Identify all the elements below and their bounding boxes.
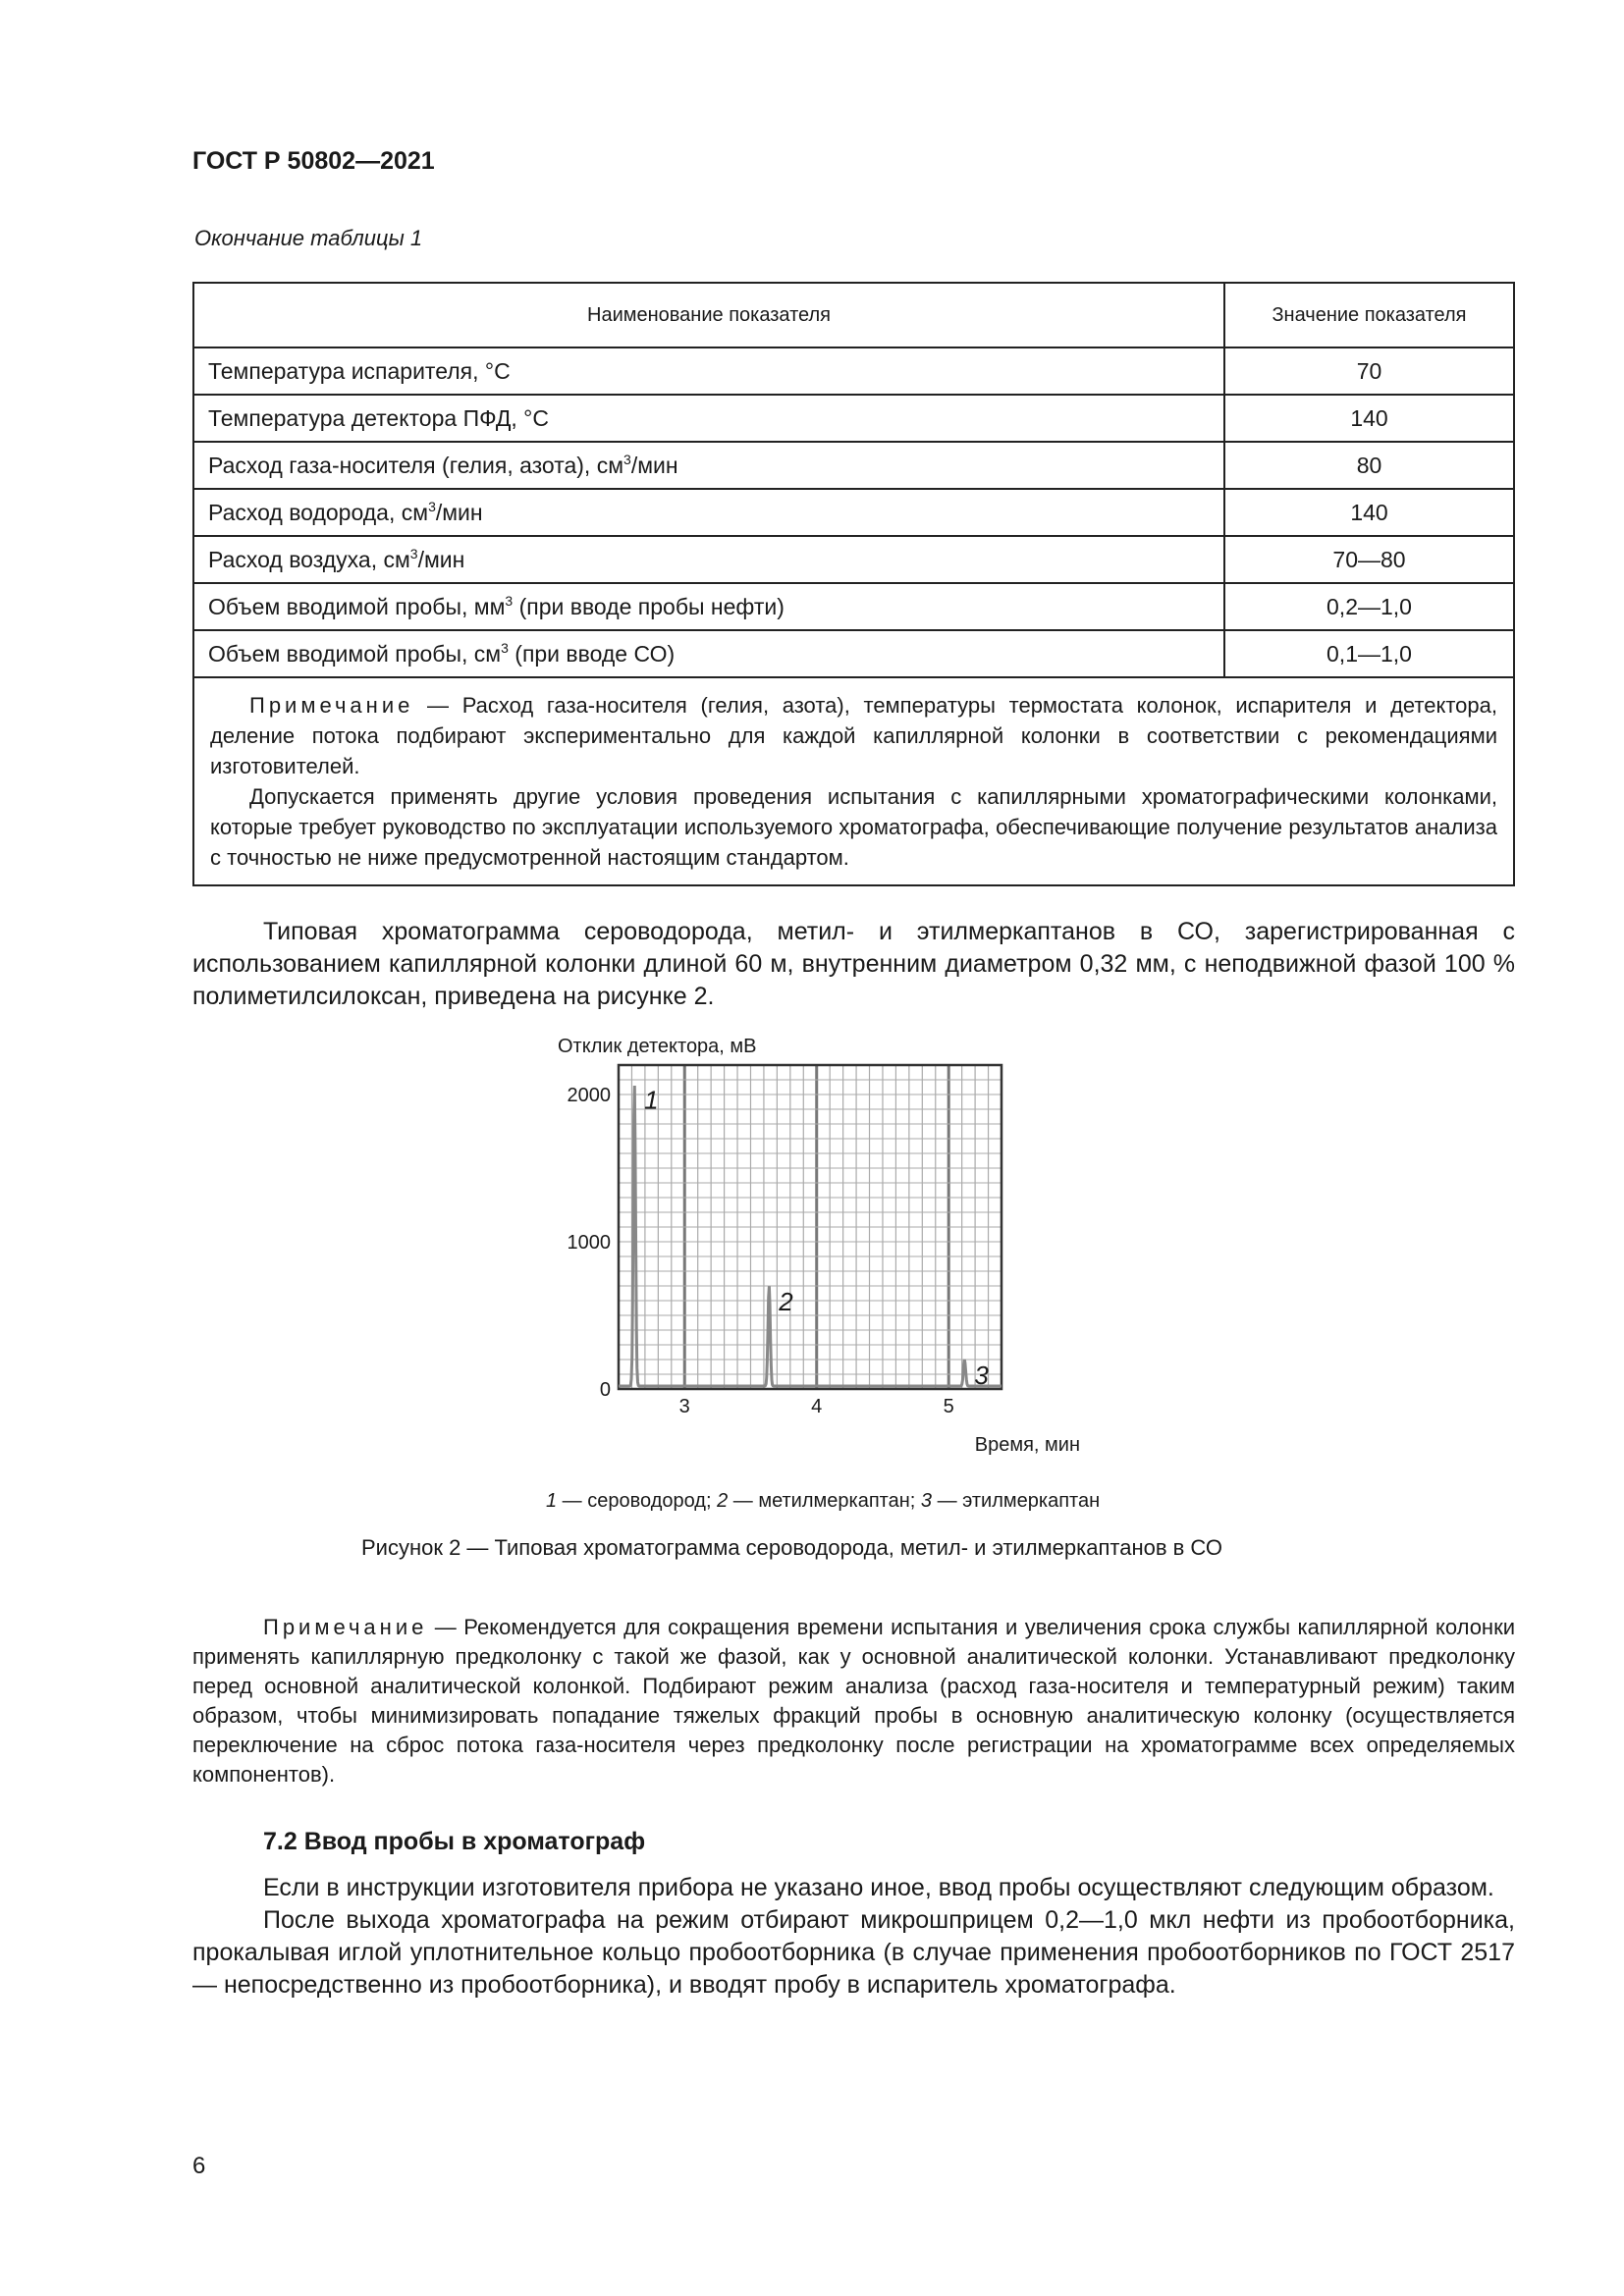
peak-label: 1 <box>644 1085 659 1115</box>
table-note-row <box>193 677 1514 885</box>
row-name <box>193 489 1224 536</box>
row-name-text: Температура испарителя, °С <box>208 357 511 384</box>
table-row <box>193 583 1514 630</box>
row-name-sup: 3 <box>409 545 418 561</box>
y-axis-label: Отклик детектора, мВ <box>558 1036 757 1057</box>
page-number: 6 <box>192 2153 206 2179</box>
row-name-sup: 3 <box>623 451 631 467</box>
row-name-text: Температура детектора ПФД, °С <box>208 404 549 431</box>
y-tick-label: 1000 <box>567 1232 611 1254</box>
y-tick-label: 0 <box>599 1379 611 1401</box>
parameters-table <box>192 282 1515 886</box>
row-name-suffix: (при вводе СО) <box>508 640 676 667</box>
table-note <box>193 677 1514 885</box>
row-name-text: Объем вводимой пробы, см <box>208 640 502 667</box>
row-name <box>193 536 1224 583</box>
table-header-row <box>193 283 1514 347</box>
note-text-1: — Расход газа-носителя (гелия, азота), температуры термостата колонок, испарителя и детектора, деление потока подбирают экспериментально для каждой капиллярной колонки в соответствии с рекомендациями изготовителей. <box>210 693 1497 778</box>
note-text-2: Допускается применять другие условия проведения испытания с капиллярными хроматографическими колонками, которые требует руководство по эксплуатации используемого хроматографа, обеспечивающие получение результатов анализа с точностью не ниже предусмотренной настоящим стандартом. <box>210 784 1497 870</box>
y-tick-label: 2000 <box>567 1085 611 1106</box>
table-row <box>193 630 1514 677</box>
row-name <box>193 395 1224 442</box>
chromatogram-chart <box>530 1031 1159 1463</box>
intro-text: Типовая хроматограмма сероводорода, метил- и этилмеркаптанов в СО, зарегистрированная с использованием капиллярной колонки длиной 60 м, внутренним диаметром 0,32 мм, с неподвижной фазой 100 % полиметилсилоксан, приведена на рисунке 2. <box>192 918 1515 1010</box>
table-row <box>193 347 1514 395</box>
row-value: 70—80 <box>1224 536 1514 583</box>
row-name-sup: 3 <box>428 498 436 514</box>
note2-text: — Рекомендуется для сокращения времени испытания и увеличения срока службы капиллярной колонки применять капиллярную предколонку с такой же фазой, как у основной аналитической колонки. Устанавливают предколонку перед основной аналитической колонкой. Подбирают режим анализа (расход газа-носителя и температурный режим) таким образом, чтобы минимизировать попадание тяжелых фракций пробы в основную аналитическую колонку (осуществляется переключение на сброс потока газа-носителя через предколонку после регистрации на хроматограмме всех определяемых компонентов). <box>192 1615 1515 1787</box>
row-value: 0,2—1,0 <box>1224 583 1514 630</box>
note-label: Примечание <box>249 693 414 718</box>
row-name-text: Расход воздуха, см <box>208 546 410 572</box>
table-row <box>193 489 1514 536</box>
section-body <box>192 1872 1515 2002</box>
row-value: 70 <box>1224 347 1514 395</box>
legend-text-2: — метилмеркаптан; <box>728 1490 921 1512</box>
row-name <box>193 442 1224 489</box>
note-paragraph <box>192 1613 1515 1789</box>
row-name <box>193 630 1224 677</box>
table-body <box>193 347 1514 677</box>
row-value: 80 <box>1224 442 1514 489</box>
row-name-sup: 3 <box>505 592 514 609</box>
section-para-1: Если в инструкции изготовителя прибора не указано иное, ввод пробы осуществляют следующим образом. <box>263 1874 1494 1901</box>
legend-text-1: — сероводород; <box>557 1490 718 1512</box>
row-name-suffix: (при вводе пробы нефти) <box>513 593 785 619</box>
section-para-2: После выхода хроматографа на режим отбирают микрошприцем 0,2—1,0 мкл нефти из пробоотборника, прокалывая иглой уплотнительное кольцо пробоотборника (в случае применения пробоотборников по ГОСТ 2517 — непосредственно из пробоотборника), и вводят пробу в испаритель хроматографа. <box>192 1906 1515 1999</box>
column-header-value: Значение показателя <box>1224 283 1514 347</box>
legend-num-1: 1 <box>546 1490 558 1512</box>
row-name-text: Объем вводимой пробы, мм <box>208 593 506 619</box>
row-value: 140 <box>1224 489 1514 536</box>
legend-text-3: — этилмеркаптан <box>932 1490 1101 1512</box>
row-name-sup: 3 <box>501 639 509 656</box>
row-name-text: Расход водорода, см <box>208 499 429 525</box>
chromatogram-line <box>619 1086 1001 1386</box>
intro-paragraph <box>192 916 1515 1013</box>
figure-legend <box>546 1490 1100 1513</box>
table-row <box>193 536 1514 583</box>
chart-grid <box>619 1065 1001 1389</box>
peak-label: 3 <box>974 1361 989 1390</box>
figure-caption: Рисунок 2 — Типовая хроматограмма сероводорода, метил- и этилмеркаптанов в СО <box>361 1535 1222 1560</box>
row-name <box>193 583 1224 630</box>
legend-num-2: 2 <box>717 1490 729 1512</box>
x-axis-label: Время, мин <box>974 1434 1080 1456</box>
legend-num-3: 3 <box>920 1490 933 1512</box>
section-title: 7.2 Ввод пробы в хроматограф <box>263 1828 646 1855</box>
row-name-suffix: /мин <box>630 452 678 478</box>
row-name <box>193 347 1224 395</box>
x-tick-label: 3 <box>678 1396 690 1417</box>
row-name-text: Расход газа-носителя (гелия, азота), см <box>208 452 624 478</box>
table-row <box>193 395 1514 442</box>
peak-label: 2 <box>779 1287 793 1316</box>
row-value: 0,1—1,0 <box>1224 630 1514 677</box>
table-row <box>193 442 1514 489</box>
column-header-name: Наименование показателя <box>193 283 1224 347</box>
table-caption: Окончание таблицы 1 <box>194 226 423 250</box>
x-tick-label: 4 <box>811 1396 823 1417</box>
row-name-suffix: /мин <box>417 546 465 572</box>
x-tick-label: 5 <box>943 1396 954 1417</box>
row-name-suffix: /мин <box>435 499 483 525</box>
document-header: ГОСТ Р 50802—2021 <box>192 147 435 175</box>
row-value: 140 <box>1224 395 1514 442</box>
note2-label: Примечание <box>263 1615 428 1639</box>
